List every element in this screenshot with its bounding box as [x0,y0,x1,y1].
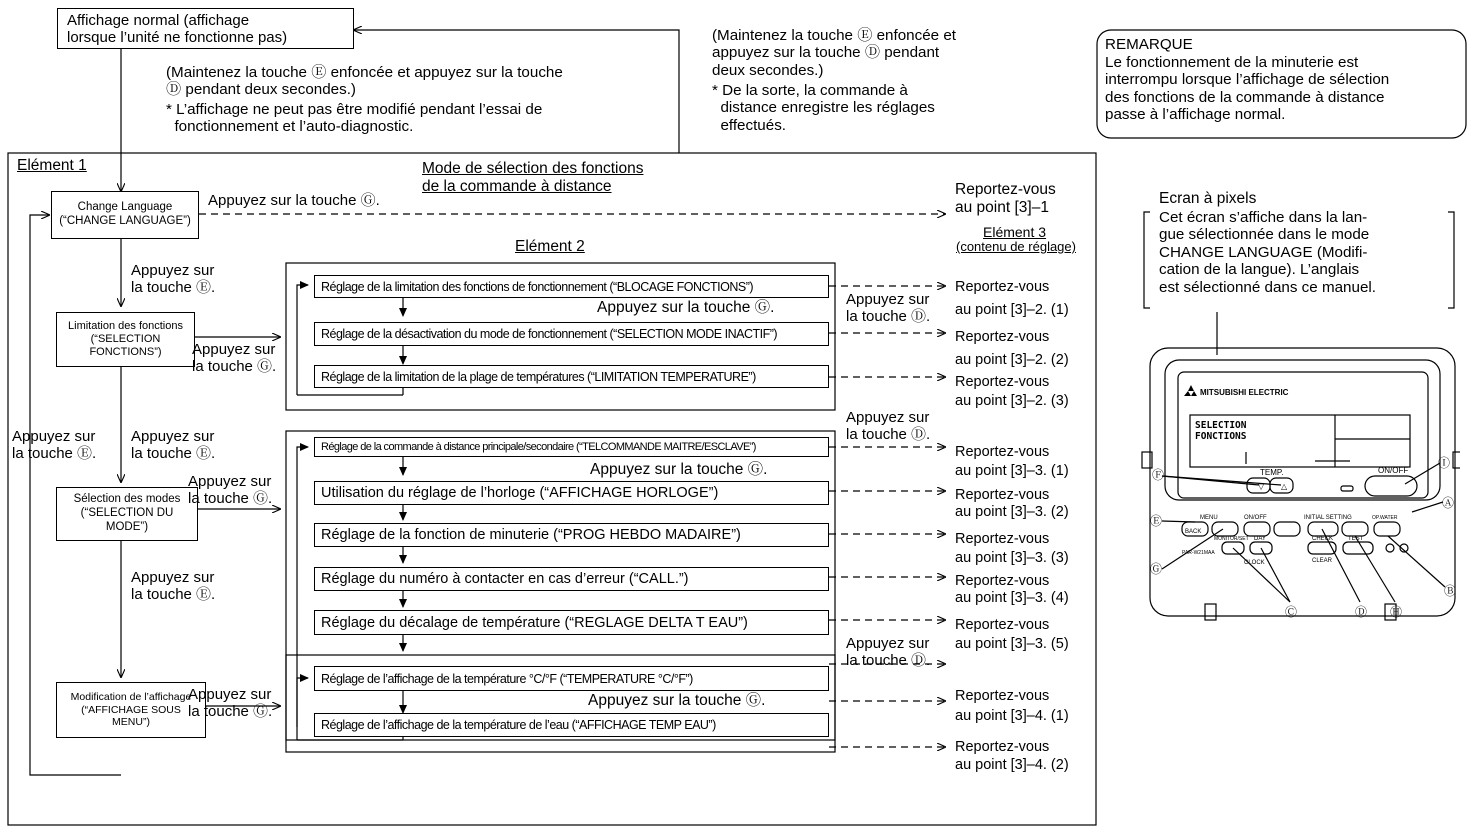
callout-e: Ⓔ [1150,514,1163,528]
press-d-label-1: Appuyez sur la touche Ⓓ. [846,291,931,326]
press-e-label-2: Appuyez sur la touche Ⓔ. [131,428,216,463]
callout-f: Ⓕ [1152,468,1165,482]
return-note-2: * De la sorte, la commande à distance enregistre les réglages effectués. [712,82,935,134]
mitsubishi-logo [1184,385,1197,396]
remote-menu-label: MENU [1200,515,1218,521]
callout-c: Ⓒ [1285,605,1298,619]
remote-initial-setting-label: INITIAL SETTING [1304,515,1352,521]
press-d-label-3: Appuyez sur la touche Ⓓ. [846,635,931,670]
press-g-label-limit: Appuyez sur la touche Ⓖ. [192,341,277,376]
ref-3-3-4: Reportez-vous au point [3]–3. (4) [955,573,1069,607]
remote-test-label: TEST [1348,536,1364,542]
callout-h: Ⓗ [1390,605,1403,619]
function-limitation-box: Limitation des fonctions (“SELECTION FONCTIONS”) [56,312,195,367]
press-g-label-g3: Appuyez sur la touche Ⓖ. [588,692,766,709]
press-g-label-g2: Appuyez sur la touche Ⓖ. [590,461,768,478]
setting-item-temp-unit: Réglage de l’affichage de la température °C/°F (“TEMPERATURE °C/°F”) [314,666,829,691]
setting-item-call: Réglage du numéro à contacter en cas d’erreur (“CALL.”) [314,567,829,591]
ref-3-2-1: Reportez-vous au point [3]–2. (1) [955,279,1069,319]
press-g-label-mode: Appuyez sur la touche Ⓖ. [188,473,273,508]
press-e-label-1: Appuyez sur la touche Ⓔ. [131,262,216,297]
remark-body: Le fonctionnement de la minuterie est interrompu lorsque l’affichage de sélection des fonctions de la commande à distance passe à l’affichage normal. [1105,54,1390,124]
callout-d: Ⓓ [1355,605,1368,619]
remote-model-label: PAR-W21MAA [1182,550,1215,556]
element-3-subheader: (contenu de réglage) [956,239,1076,254]
ref-3-4-1: Reportez-vous au point [3]–4. (1) [955,688,1069,725]
callout-a: Ⓐ [1442,496,1455,510]
callout-b: Ⓑ [1444,584,1457,598]
press-g-label-display: Appuyez sur la touche Ⓖ. [188,686,273,721]
return-note: (Maintenez la touche Ⓔ enfoncée et appuyez sur la touche Ⓓ pendant deux secondes.) [712,27,956,79]
press-d-label-2: Appuyez sur la touche Ⓓ. [846,409,931,444]
setting-item-clock: Utilisation du réglage de l’horloge (“AFFICHAGE HORLOGE”) [314,481,829,505]
ref-3-3-3: Reportez-vous au point [3]–3. (3) [955,531,1069,566]
remote-day-label: DAY [1254,536,1266,542]
lcd-text-line2: FONCTIONS [1195,431,1247,442]
setting-item-timer: Réglage de la fonction de minuterie (“PROG HEBDO MADAIRE”) [314,523,829,547]
ref-3-3-2: Reportez-vous au point [3]–3. (2) [955,487,1069,521]
remote-monitor-label: MONITOR/SET [1214,536,1249,542]
setting-item-temp-offset: Réglage du décalage de température (“REGLAGE DELTA T EAU”) [314,610,829,635]
remote-clear-label: CLEAR [1312,558,1333,564]
setting-item-function-lock: Réglage de la limitation des fonctions de fonctionnement (“BLOCAGE FONCTIONS”) [314,275,829,298]
remote-check-label: CHECK [1312,536,1334,542]
temp-up-icon[interactable]: △ [1281,482,1288,491]
element-2-header: Elément 2 [515,238,585,255]
remote-opwater-label: OP.WATER [1372,515,1398,521]
display-change-box: Modification de l’affichage (“AFFICHAGE SOUS MENU”) [56,682,206,738]
setting-item-main-sub: Réglage de la commande à distance principale/secondaire (“TELCOMMANDE MAITRE/ESCLAVE”) [314,437,829,457]
ref-3-4-2: Reportez-vous au point [3]–4. (2) [955,739,1069,774]
setting-item-temp-limit: Réglage de la limitation de la plage de températures (“LIMITATION TEMPERATURE”) [314,365,829,388]
remote-temp-label: TEMP. [1260,468,1284,477]
element-1-header: Elément 1 [17,157,87,174]
ref-3-2-3: Reportez-vous au point [3]–2. (3) [955,374,1069,409]
element-3-header: Elément 3 [983,224,1047,240]
remote-brand: MITSUBISHI ELECTRIC [1200,388,1289,397]
remote-controller-drawing [1140,322,1460,634]
ref-change-language: Reportez-vous au point [3]–1 [955,181,1056,216]
press-g-label-g1: Appuyez sur la touche Ⓖ. [597,299,775,316]
mode-title: Mode de sélection des fonctions de la commande à distance [422,160,644,195]
temp-down-icon[interactable]: ▽ [1258,482,1265,491]
ref-3-3-1: Reportez-vous au point [3]–3. (1) [955,444,1069,479]
remark-title: REMARQUE [1105,36,1193,53]
press-g-label-lang: Appuyez sur la touche Ⓖ. [208,192,380,209]
pixel-screen-body: Cet écran s’affiche dans la lan- gue sélectionnée dans le mode CHANGE LANGUAGE (Modifi- cation de la langue). L’anglais est sélectionné dans ce manuel. [1159,209,1376,296]
callout-g: Ⓖ [1150,562,1163,576]
remote-clock-label: CLOCK [1244,560,1265,566]
change-language-box: Change Language (“CHANGE LANGUAGE”) [51,191,199,239]
remote-onoff-label: ON/OFF [1378,466,1409,475]
lcd-text-line1: SELECTION [1195,420,1247,431]
normal-display-box: Affichage normal (affichage lorsque l’unité ne fonctionne pas) [57,8,354,49]
press-e-label-loop: Appuyez sur la touche Ⓔ. [12,428,97,463]
pixel-screen-title: Ecran à pixels [1159,190,1257,207]
to-function-note: (Maintenez la touche Ⓔ enfoncée et appuyez sur la touche Ⓓ pendant deux secondes.) [166,64,563,99]
remote-back-label: BACK [1185,529,1202,535]
press-e-label-3: Appuyez sur la touche Ⓔ. [131,569,216,604]
to-function-note-2: * L’affichage ne peut pas être modifié pendant l’essai de fonctionnement et l’auto-diagnostic. [166,101,543,136]
mode-selection-box: Sélection des modes (“SELECTION DU MODE”) [56,487,198,541]
setting-item-mode-disable: Réglage de la désactivation du mode de fonctionnement (“SELECTION MODE INACTIF”) [314,322,829,346]
ref-3-2-2: Reportez-vous au point [3]–2. (2) [955,329,1069,369]
remote-onoff2-label: ON/OFF [1244,515,1267,521]
callout-i: Ⓘ [1438,456,1451,470]
ref-3-3-5: Reportez-vous au point [3]–3. (5) [955,617,1069,652]
setting-item-water-temp: Réglage de l’affichage de la température de l’eau (“AFFICHAGE TEMP EAU”) [314,713,829,737]
